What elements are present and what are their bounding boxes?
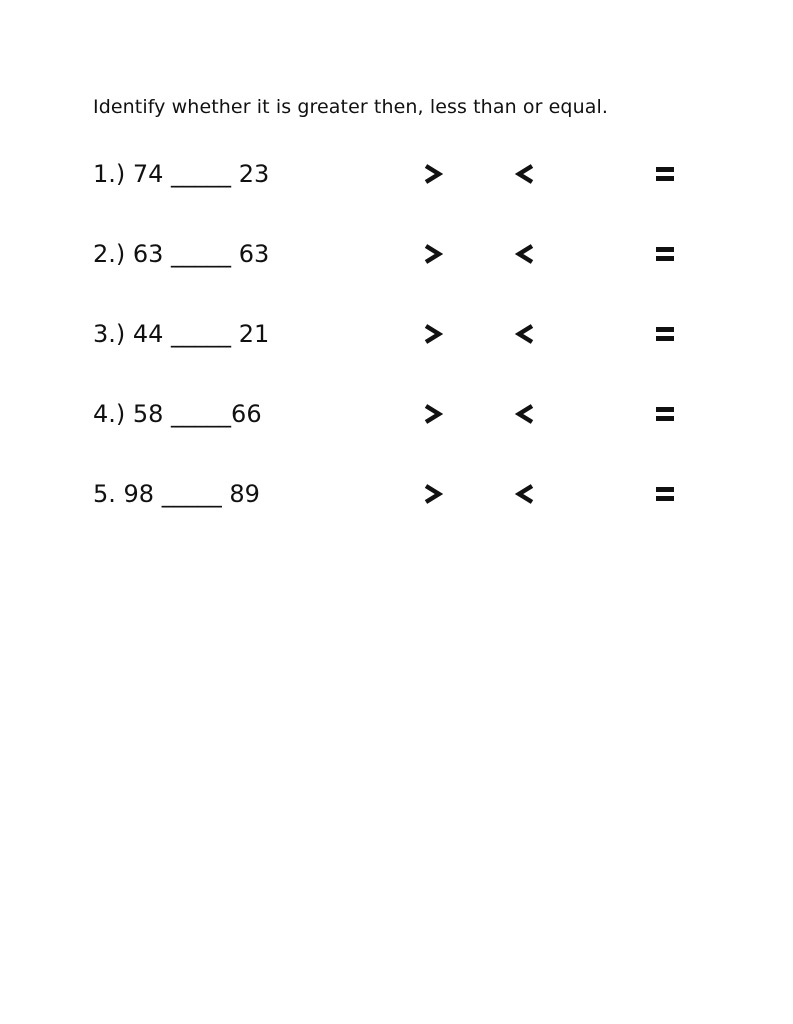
greater-than-option[interactable] — [411, 158, 455, 190]
less-than-icon — [515, 403, 535, 425]
less-than-option[interactable] — [503, 318, 547, 350]
greater-than-icon — [423, 243, 443, 265]
less-than-option[interactable] — [503, 398, 547, 430]
equals-option[interactable] — [643, 478, 687, 510]
question-4 — [93, 398, 713, 438]
less-than-icon — [515, 323, 535, 345]
equals-icon — [654, 484, 676, 504]
less-than-icon — [515, 483, 535, 505]
instructions: Identify whether it is greater then, less than or equal. — [93, 96, 608, 118]
equals-icon — [654, 164, 676, 184]
question-2 — [93, 238, 713, 278]
less-than-icon — [515, 243, 535, 265]
greater-than-option[interactable] — [411, 238, 455, 270]
less-than-option[interactable] — [503, 478, 547, 510]
equals-option[interactable] — [643, 318, 687, 350]
question-text: 1.) 74 _____ 23 — [93, 160, 270, 188]
equals-icon — [654, 404, 676, 424]
question-text: 2.) 63 _____ 63 — [93, 240, 270, 268]
question-1 — [93, 158, 713, 198]
less-than-option[interactable] — [503, 238, 547, 270]
equals-option[interactable] — [643, 238, 687, 270]
equals-icon — [654, 244, 676, 264]
equals-option[interactable] — [643, 158, 687, 190]
question-text: 3.) 44 _____ 21 — [93, 320, 270, 348]
greater-than-icon — [423, 483, 443, 505]
less-than-option[interactable] — [503, 158, 547, 190]
greater-than-icon — [423, 403, 443, 425]
greater-than-icon — [423, 323, 443, 345]
equals-option[interactable] — [643, 398, 687, 430]
less-than-icon — [515, 163, 535, 185]
greater-than-option[interactable] — [411, 398, 455, 430]
greater-than-icon — [423, 163, 443, 185]
equals-icon — [654, 324, 676, 344]
question-text: 5. 98 _____ 89 — [93, 480, 260, 508]
question-3 — [93, 318, 713, 358]
greater-than-option[interactable] — [411, 318, 455, 350]
question-text: 4.) 58 _____66 — [93, 400, 262, 428]
question-5 — [93, 478, 713, 518]
greater-than-option[interactable] — [411, 478, 455, 510]
